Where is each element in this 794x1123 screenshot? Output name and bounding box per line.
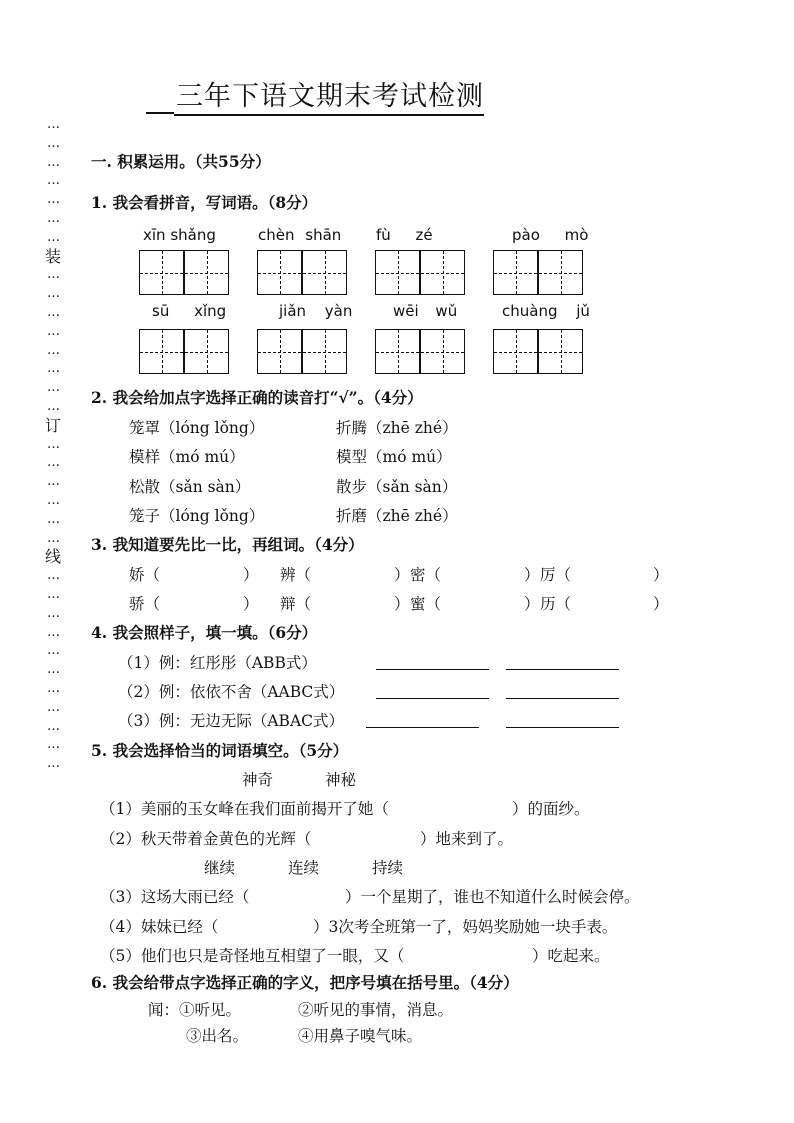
pinyin-1: xīn shǎng [143, 226, 216, 244]
binding-dots: … [47, 361, 59, 377]
title-underline-lead [146, 112, 174, 114]
binding-dots: … [47, 154, 59, 170]
q1-heading: 1. 我会看拼音，写词语。（8分） [91, 193, 318, 212]
binding-dots: … [47, 756, 59, 772]
q2-item[interactable]: 模样（mó mú） [129, 448, 245, 466]
answer-blank[interactable] [376, 684, 489, 703]
binding-dots: … [47, 586, 59, 602]
definition: ②听见的事情，消息。 [298, 1001, 454, 1019]
write-box-7[interactable] [375, 329, 467, 374]
sentence-1-end: ）的面纱。 [512, 800, 590, 818]
binding-dots: … [47, 229, 59, 245]
binding-dots: … [47, 173, 59, 189]
word-option: 持续 [372, 859, 404, 877]
q5-heading: 5. 我会选择恰当的词语填空。（5分） [91, 741, 349, 760]
write-box-4[interactable] [493, 250, 585, 295]
answer-blank[interactable] [506, 655, 619, 674]
paren-close[interactable]: ） [243, 566, 259, 584]
binding-dots: … [47, 436, 59, 452]
word-option: 继续 [204, 859, 236, 877]
pinyin-4: pào mò [512, 226, 589, 244]
paren-close[interactable]: ） [394, 595, 410, 613]
compare-char: 娇（ [129, 566, 161, 584]
q2-item[interactable]: 笼罩（lóng lǒng） [129, 419, 265, 437]
word-option: 神奇 [242, 771, 274, 789]
definition: ④用鼻子嗅气味。 [298, 1027, 423, 1045]
sentence-4-start: （4）妹妹已经（ [100, 918, 219, 936]
binding-dots: … [47, 718, 59, 734]
binding-char: 订 [44, 415, 61, 435]
write-box-8[interactable] [493, 329, 585, 374]
binding-dots: … [47, 342, 59, 358]
binding-dots: … [47, 643, 59, 659]
answer-blank[interactable] [506, 713, 619, 732]
write-box-5[interactable] [139, 329, 231, 374]
pinyin-7: wēi wǔ [393, 302, 458, 320]
binding-dots: … [47, 680, 59, 696]
binding-dots: … [47, 210, 59, 226]
pinyin-6: jiǎn yàn [279, 302, 353, 320]
binding-dots: … [47, 511, 59, 527]
definition: ③出名。 [186, 1027, 249, 1045]
sentence-4-end: ）3次考全班第一了，妈妈奖励她一块手表。 [313, 918, 618, 936]
definition: 闻：①听见。 [148, 1001, 242, 1019]
compare-char: 辩（ [280, 595, 312, 613]
paren-close[interactable]: ） [394, 566, 410, 584]
binding-dots: … [47, 605, 59, 621]
sentence-3-end: ）一个星期了，谁也不知道什么时候会停。 [345, 888, 640, 906]
binding-dots: … [47, 267, 59, 283]
word-option: 连续 [288, 859, 320, 877]
binding-dots: … [47, 380, 59, 396]
answer-blank[interactable] [376, 655, 489, 674]
write-box-1[interactable] [139, 250, 231, 295]
q2-item[interactable]: 模型（mó mú） [336, 448, 452, 466]
word-option: 神秘 [325, 771, 357, 789]
q3-heading: 3. 我知道要先比一比，再组词。（4分） [91, 535, 364, 554]
sentence-2-start: （2）秋天带着金黄色的光辉（ [100, 830, 312, 848]
binding-dots: … [47, 286, 59, 302]
binding-dots: … [47, 662, 59, 678]
write-box-2[interactable] [257, 250, 349, 295]
paren-close[interactable]: ） [653, 566, 669, 584]
paren-close[interactable]: ） [524, 566, 540, 584]
paren-close[interactable]: ） [653, 595, 669, 613]
binding-dots: … [47, 737, 59, 753]
paren-close[interactable]: ） [524, 595, 540, 613]
binding-dots: … [47, 323, 59, 339]
binding-dots: … [47, 530, 59, 546]
compare-char: 骄（ [129, 595, 161, 613]
binding-char: 线 [44, 547, 61, 567]
compare-char: 辨（ [280, 566, 312, 584]
q4-heading: 4. 我会照样子，填一填。（6分） [91, 623, 318, 642]
binding-margin [43, 116, 63, 774]
binding-dots: … [47, 117, 59, 132]
q2-item[interactable]: 散步（sǎn sàn） [336, 478, 458, 496]
pinyin-8: chuàng jǔ [502, 302, 590, 320]
compare-char: 厉（ [540, 566, 572, 584]
paren-close[interactable]: ） [243, 595, 259, 613]
q6-heading: 6. 我会给带点字选择正确的字义，把序号填在括号里。（4分） [91, 973, 519, 992]
binding-dots: … [47, 492, 59, 508]
binding-dots: … [47, 304, 59, 320]
binding-dots: … [47, 135, 59, 151]
answer-blank[interactable] [506, 684, 619, 703]
compare-char: 密（ [410, 566, 442, 584]
q4-example: （3）例：无边无际（ABAC式） [118, 712, 344, 730]
compare-char: 历（ [540, 595, 572, 613]
q4-example: （1）例：红彤彤（ABB式） [118, 654, 317, 672]
q2-item[interactable]: 松散（sǎn sàn） [129, 478, 251, 496]
sentence-1-start: （1）美丽的玉女峰在我们面前揭开了她（ [100, 800, 389, 818]
pinyin-3: fù zé [376, 226, 433, 244]
q2-heading: 2. 我会给加点字选择正确的读音打“√”。（4分） [91, 388, 423, 407]
compare-char: 蜜（ [410, 595, 442, 613]
q2-item[interactable]: 折磨（zhē zhé） [336, 507, 458, 525]
sentence-5-start: （5）他们也只是奇怪地互相望了一眼，又（ [100, 947, 405, 965]
answer-blank[interactable] [366, 713, 479, 732]
binding-dots: … [47, 699, 59, 715]
pinyin-2: chèn shān [258, 226, 342, 244]
sentence-2-end: ）地来到了。 [420, 830, 514, 848]
binding-dots: … [47, 398, 59, 414]
binding-char: 装 [44, 246, 61, 266]
q4-example: （2）例：依依不舍（AABC式） [118, 683, 345, 701]
binding-dots: … [47, 568, 59, 584]
q2-item[interactable]: 折腾（zhē zhé） [336, 419, 458, 437]
section1-heading: 一. 积累运用。（共55分） [91, 152, 271, 171]
page-title: 三年下语文期末考试检测 [174, 80, 484, 116]
sentence-5-end: ）吃起来。 [532, 947, 610, 965]
sentence-3-start: （3）这场大雨已经（ [100, 888, 250, 906]
binding-dots: … [47, 474, 59, 490]
binding-dots: … [47, 624, 59, 640]
write-box-3[interactable] [375, 250, 467, 295]
q2-item[interactable]: 笼子（lóng lǒng） [129, 507, 265, 525]
pinyin-5: sū xǐng [152, 302, 227, 320]
write-box-6[interactable] [257, 329, 349, 374]
binding-dots: … [47, 455, 59, 471]
binding-dots: … [47, 192, 59, 208]
